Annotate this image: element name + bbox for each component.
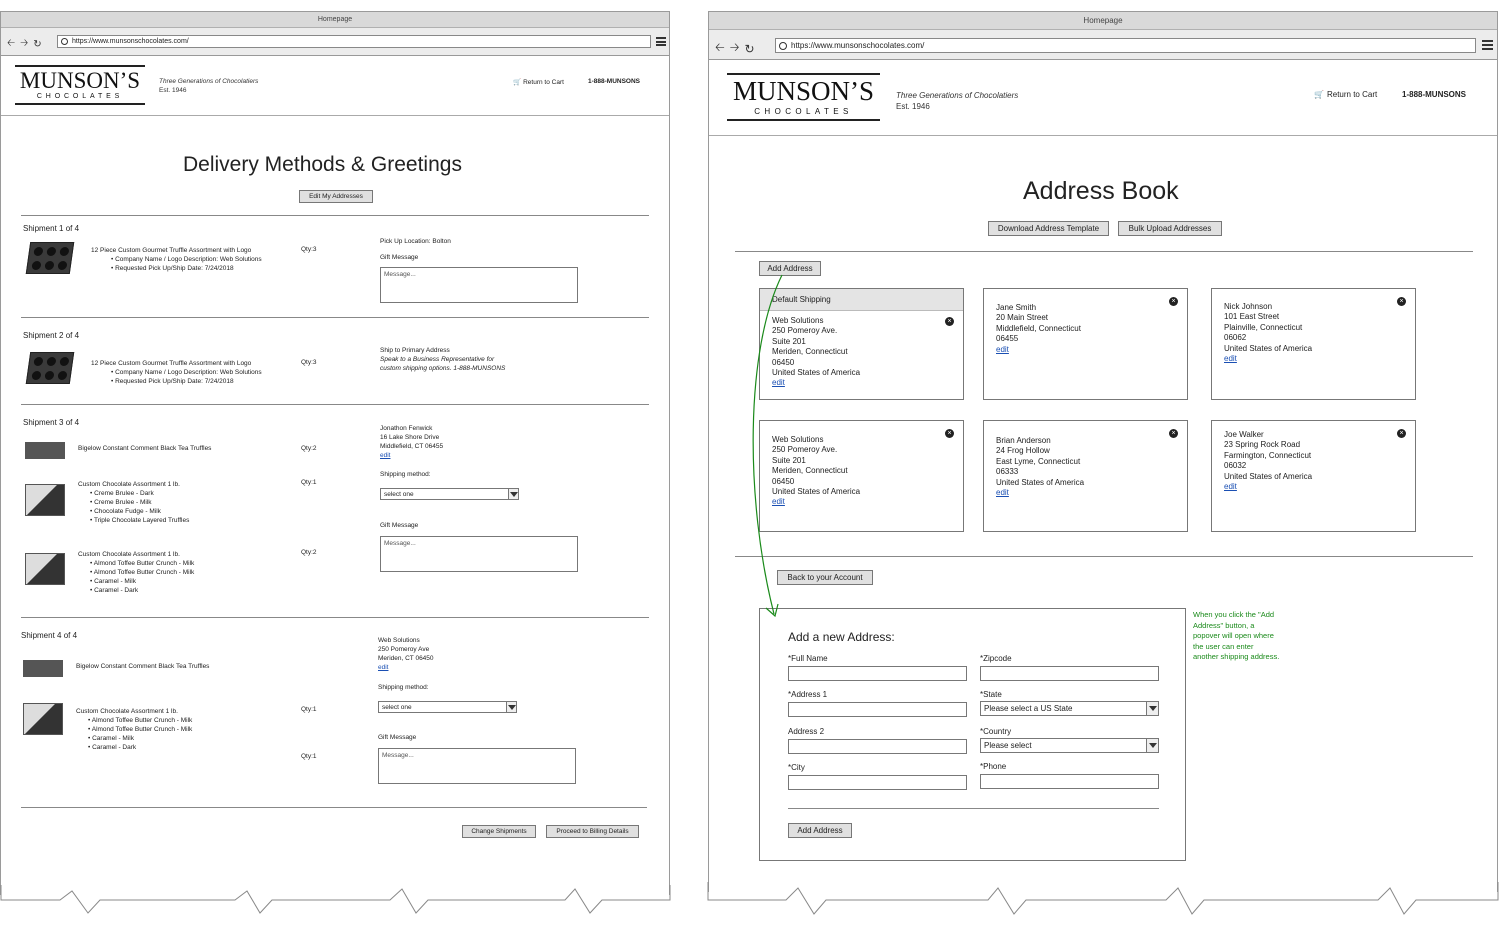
close-icon[interactable]: ×	[945, 317, 954, 326]
annotation-note: When you click the "Add Address" button, a popover will open where the user can enter another shipping address.	[1193, 610, 1280, 661]
phone-label: *Phone	[980, 762, 1007, 771]
shipment-4-address	[378, 636, 434, 672]
left-title-bar	[1, 12, 669, 28]
left-site-header	[1, 56, 669, 116]
address-line: 23 Spring Rock Road	[1224, 440, 1301, 450]
chevron-down-icon	[1146, 739, 1158, 752]
shipment-1-gift-label: Gift Message	[380, 254, 419, 261]
right-phone: 1-888-MUNSONS	[1402, 90, 1467, 99]
shipment-3-qty-3: Qty:2	[301, 549, 317, 556]
right-title-bar	[709, 12, 1497, 30]
shipment-1-heading: Shipment 1 of 4	[23, 224, 80, 233]
truffle-box-image	[26, 352, 74, 384]
annotation-arrow	[740, 270, 800, 620]
address-edit-link[interactable]: edit	[772, 378, 785, 388]
close-icon[interactable]: ×	[1397, 297, 1406, 306]
shipment-1-item-name: 12 Piece Custom Gourmet Truffle Assortment with Logo	[91, 247, 252, 254]
address-edit-link[interactable]: edit	[1224, 354, 1237, 364]
address-card	[983, 288, 1188, 400]
address-line: Suite 201	[772, 336, 806, 346]
shipment-3-bullet: • Creme Brulee - Dark	[90, 489, 189, 498]
search-icon	[61, 38, 68, 45]
right-divider-1	[735, 251, 1473, 252]
shipment-4-shipping-select[interactable]	[378, 701, 517, 713]
shipment-3-bullet: • Caramel - Milk	[90, 577, 194, 586]
zipcode-label: *Zipcode	[980, 654, 1012, 663]
right-logo-sub: CHOCOLATES	[754, 107, 853, 116]
shipment-1-item	[91, 246, 262, 273]
country-select-value: Please select	[984, 741, 1032, 750]
address-line: 06032	[1224, 461, 1247, 471]
tea-truffles-image	[23, 660, 63, 677]
address-line: East Lyme, Connecticut	[996, 456, 1081, 466]
right-logo[interactable]	[727, 73, 880, 121]
address-line: 250 Pomeroy Ave.	[772, 445, 838, 455]
address-line: 250 Pomeroy Ave.	[772, 326, 838, 336]
shipment-4-heading: Shipment 4 of 4	[21, 631, 78, 640]
shipment-3-message[interactable]: Message...	[380, 536, 578, 572]
shipment-2-item-name: 12 Piece Custom Gourmet Truffle Assortment with Logo	[91, 360, 252, 367]
shipment-3-address-line: Middlefield, CT 06455	[380, 443, 444, 450]
shipment-4-address-line: Web Solutions	[378, 637, 420, 644]
assortment-box-image	[25, 484, 65, 516]
address-line: United States of America	[1224, 343, 1313, 353]
address-line: 20 Main Street	[996, 313, 1049, 323]
shipment-4-qty-2: Qty:1	[301, 706, 317, 713]
left-divider-5	[21, 807, 647, 808]
address1-input[interactable]	[788, 702, 967, 717]
address-line: 24 Frog Hollow	[996, 446, 1050, 456]
back-arrow-icon[interactable]: 🡠	[715, 40, 725, 54]
shipment-3-bullet: • Almond Toffee Butter Crunch - Milk	[90, 559, 194, 568]
right-window-title: Homepage	[1083, 16, 1123, 25]
left-browser-window	[0, 11, 670, 906]
address-card-text	[996, 436, 1084, 498]
left-address-field[interactable]	[57, 35, 651, 48]
left-divider-3	[21, 404, 649, 405]
address1-label: *Address 1	[788, 690, 828, 699]
city-label: *City	[788, 763, 805, 772]
left-nav-buttons	[7, 36, 42, 53]
address-line: 06450	[772, 476, 795, 486]
address-line: Web Solutions	[772, 435, 824, 444]
left-divider-2	[21, 317, 649, 318]
address-line: 06450	[772, 357, 795, 367]
shipment-2-item	[91, 359, 262, 386]
ship-note-2: custom shipping options. 1-888-MUNSONS	[380, 365, 506, 372]
left-logo-main: MUNSON’S	[19, 68, 141, 93]
close-icon[interactable]: ×	[1169, 297, 1178, 306]
right-tagline	[896, 90, 1018, 112]
right-cart-label: Return to Cart	[1326, 90, 1378, 99]
cart-icon: 🛒	[513, 79, 522, 86]
assortment-box-image	[25, 553, 65, 585]
shipment-4-bullet: • Almond Toffee Butter Crunch - Milk	[88, 725, 192, 734]
shipment-4-edit-link[interactable]: edit	[378, 664, 389, 671]
cart-icon: 🛒	[1314, 90, 1324, 99]
shipment-3-address-line: 16 Lake Shore Drive	[380, 434, 440, 441]
reload-icon[interactable]: ↻	[33, 39, 42, 50]
shipment-4-address-line: 250 Pomeroy Ave	[378, 646, 430, 653]
address-edit-link[interactable]: edit	[996, 344, 1009, 354]
shipment-1-message[interactable]: Message...	[380, 267, 578, 303]
address-line: 06333	[996, 467, 1019, 477]
address-card-text	[996, 303, 1081, 355]
shipment-3-bullet: • Almond Toffee Butter Crunch - Milk	[90, 568, 194, 577]
form-divider	[788, 808, 1159, 809]
download-template-button[interactable]: Download Address Template	[988, 221, 1109, 236]
address-card	[1211, 420, 1416, 532]
right-url-bar	[709, 30, 1497, 60]
shipment-4-shipping-label: Shipping method:	[378, 684, 429, 691]
chevron-down-icon	[1146, 702, 1158, 715]
right-logo-main: MUNSON’S	[732, 76, 875, 106]
edit-my-addresses-button[interactable]: Edit My Addresses	[299, 190, 373, 203]
shipment-2-ship-primary	[380, 346, 505, 373]
right-tagline-text: Three Generations of Chocolatiers	[896, 91, 1019, 100]
shipment-4-item-2	[76, 707, 192, 752]
phone-input[interactable]	[980, 774, 1159, 789]
address-line: Middlefield, Connecticut	[996, 323, 1081, 333]
address-card-text	[1224, 302, 1312, 364]
tea-truffles-image	[25, 442, 65, 459]
shipment-4-bullet: • Caramel - Dark	[88, 743, 192, 752]
shipment-4-gift-label: Gift Message	[378, 734, 417, 741]
add-address-popover	[759, 608, 1186, 861]
shipment-2-qty: Qty:3	[301, 359, 317, 366]
address-line: Jane Smith	[996, 303, 1037, 312]
address-edit-link[interactable]: edit	[772, 497, 785, 507]
address-edit-link[interactable]: edit	[996, 488, 1009, 498]
shipment-3-item-2-name: Custom Chocolate Assortment 1 lb.	[78, 481, 180, 488]
left-url-text: https://www.munsonschocolates.com/	[72, 38, 189, 45]
truffle-box-image	[26, 242, 74, 274]
address-card-text	[1224, 430, 1312, 492]
proceed-to-billing-button[interactable]: Proceed to Billing Details	[546, 825, 639, 838]
city-input[interactable]	[788, 775, 967, 790]
left-tagline-text: Three Generations of Chocolatiers	[159, 78, 259, 85]
shipment-3-bullet: • Caramel - Dark	[90, 586, 194, 595]
shipment-2-bullet: • Requested Pick Up/Ship Date: 7/24/2018	[111, 377, 262, 386]
address-edit-link[interactable]: edit	[1224, 482, 1237, 492]
address-line: Nick Johnson	[1224, 302, 1273, 311]
shipment-4-item-2-name: Custom Chocolate Assortment 1 lb.	[76, 708, 178, 715]
default-shipping-bar: Default Shipping	[760, 289, 963, 311]
forward-arrow-icon[interactable]: 🡢	[729, 40, 740, 54]
right-page-title: Address Book	[1023, 177, 1179, 205]
address-line: 101 East Street	[1224, 312, 1280, 322]
address-line: Brian Anderson	[996, 436, 1051, 445]
shipment-3-item-3-name: Custom Chocolate Assortment 1 lb.	[78, 551, 180, 558]
shipment-3-qty-2: Qty:1	[301, 479, 317, 486]
left-tagline	[159, 77, 258, 95]
shipment-4-item-1: Bigelow Constant Comment Black Tea Truffles	[76, 663, 210, 670]
chevron-down-icon	[506, 702, 516, 712]
left-logo[interactable]	[15, 65, 145, 105]
shipment-4-bullet: • Almond Toffee Butter Crunch - Milk	[88, 716, 192, 725]
address-line: Joe Walker	[1224, 430, 1264, 439]
hamburger-menu-icon[interactable]	[1482, 40, 1493, 50]
shipment-4-select-value: select one	[382, 703, 412, 711]
bulk-upload-button[interactable]: Bulk Upload Addresses	[1118, 221, 1222, 236]
address-line: United States of America	[1224, 471, 1313, 481]
address2-input[interactable]	[788, 739, 967, 754]
left-window-title: Homepage	[317, 16, 353, 23]
right-torn-edge	[706, 882, 1500, 929]
right-address-field[interactable]	[775, 38, 1476, 53]
address-line: 06062	[1224, 333, 1247, 343]
right-divider-2	[735, 556, 1473, 557]
shipment-3-select-value: select one	[384, 490, 414, 498]
back-arrow-icon[interactable]: 🡠	[7, 38, 16, 49]
shipment-3-shipping-label: Shipping method:	[380, 471, 431, 478]
full-name-input[interactable]	[788, 666, 967, 681]
address-card	[983, 420, 1188, 532]
chevron-down-icon	[508, 489, 518, 499]
right-nav-buttons	[715, 38, 755, 59]
ship-primary-label: Ship to Primary Address	[380, 347, 450, 354]
shipment-4-qty-3: Qty:1	[301, 753, 317, 760]
address-line: Meriden, Connecticut	[772, 347, 848, 357]
address-line: Suite 201	[772, 455, 806, 465]
address-line: 06455	[996, 334, 1019, 344]
back-to-account-button[interactable]: Back to your Account	[777, 570, 873, 585]
right-site-header	[709, 60, 1497, 136]
shipment-1-pickup: Pick Up Location: Bolton	[380, 238, 451, 245]
reload-icon[interactable]: ↻	[744, 41, 755, 56]
shipment-3-address-line: Jonathon Fenwick	[380, 425, 433, 432]
form-title: Add a new Address:	[788, 630, 895, 644]
shipment-3-edit-link[interactable]: edit	[380, 452, 391, 459]
address-line: Plainville, Connecticut	[1224, 322, 1303, 332]
shipment-1-bullet: • Company Name / Logo Description: Web Solutions	[111, 255, 262, 264]
search-icon	[779, 42, 787, 50]
left-divider-1	[21, 215, 649, 216]
close-icon[interactable]: ×	[945, 429, 954, 438]
change-shipments-button[interactable]: Change Shipments	[462, 825, 536, 838]
ship-note-1: Speak to a Business Representative for	[380, 356, 495, 363]
zipcode-input[interactable]	[980, 666, 1159, 681]
shipment-4-bullet: • Caramel - Milk	[88, 734, 192, 743]
shipment-3-bullet: • Creme Brulee - Milk	[90, 498, 189, 507]
right-established: Est. 1946	[896, 102, 930, 111]
left-return-to-cart[interactable]	[513, 78, 564, 86]
address-line: United States of America	[772, 368, 861, 378]
left-established: Est. 1946	[159, 87, 187, 94]
country-select[interactable]	[980, 738, 1159, 753]
shipment-4-message[interactable]: Message...	[378, 748, 576, 784]
shipment-3-qty-1: Qty:2	[301, 445, 317, 452]
shipment-3-item-3	[78, 550, 194, 595]
left-divider-4	[21, 617, 649, 618]
hamburger-menu-icon[interactable]	[656, 37, 666, 46]
state-select-value: Please select a US State	[984, 704, 1073, 713]
shipment-3-address	[380, 424, 443, 460]
shipment-3-item-1: Bigelow Constant Comment Black Tea Truffles	[78, 445, 212, 452]
left-page-title: Delivery Methods & Greetings	[183, 153, 462, 176]
address-line: United States of America	[996, 477, 1085, 487]
right-return-to-cart[interactable]	[1314, 90, 1377, 99]
left-phone: 1-888-MUNSONS	[588, 78, 641, 85]
shipment-3-heading: Shipment 3 of 4	[23, 418, 80, 427]
shipment-1-qty: Qty:3	[301, 246, 317, 253]
right-url-text: https://www.munsonschocolates.com/	[791, 41, 925, 50]
add-address-button[interactable]: Add Address	[759, 261, 821, 276]
shipment-3-bullet: • Triple Chocolate Layered Truffles	[90, 516, 189, 525]
right-browser-window	[708, 11, 1498, 903]
address-line: Meriden, Connecticut	[772, 466, 848, 476]
left-logo-sub: CHOCOLATES	[36, 93, 124, 100]
shipment-3-gift-label: Gift Message	[380, 522, 419, 529]
address-line: Web Solutions	[772, 316, 824, 325]
left-cart-label: Return to Cart	[523, 78, 564, 86]
shipment-3-bullet: • Chocolate Fudge - Milk	[90, 507, 189, 516]
shipment-3-item-2	[78, 480, 189, 525]
country-label: *Country	[980, 727, 1012, 736]
left-torn-edge	[0, 885, 672, 929]
close-icon[interactable]: ×	[1397, 429, 1406, 438]
submit-add-address-button[interactable]: Add Address	[788, 823, 852, 838]
address-line: Farmington, Connecticut	[1224, 450, 1312, 460]
state-label: *State	[980, 690, 1002, 699]
shipment-3-shipping-select[interactable]	[380, 488, 519, 500]
address2-label: Address 2	[788, 727, 825, 736]
state-select[interactable]	[980, 701, 1159, 716]
assortment-box-image	[23, 703, 63, 735]
address-card	[1211, 288, 1416, 400]
address-line: United States of America	[772, 487, 861, 497]
close-icon[interactable]: ×	[1169, 429, 1178, 438]
forward-arrow-icon[interactable]: 🡢	[20, 38, 29, 49]
shipment-2-bullet: • Company Name / Logo Description: Web Solutions	[111, 368, 262, 377]
shipment-2-heading: Shipment 2 of 4	[23, 331, 80, 340]
full-name-label: *Full Name	[788, 654, 828, 663]
shipment-4-address-line: Meriden, CT 06450	[378, 655, 434, 662]
shipment-1-bullet: • Requested Pick Up/Ship Date: 7/24/2018	[111, 264, 262, 273]
